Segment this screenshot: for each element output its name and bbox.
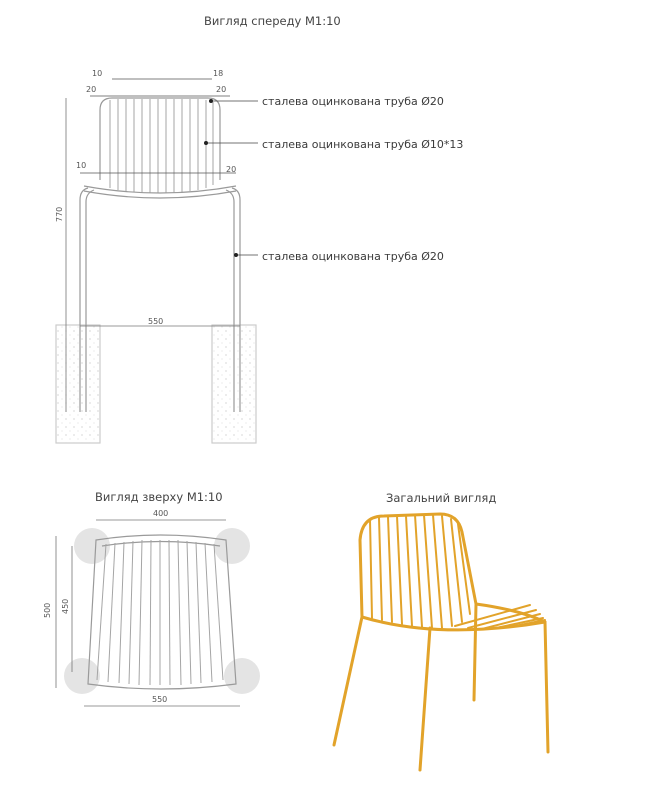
dim-top-right-small: 18 <box>213 69 224 78</box>
top-frame <box>88 535 236 689</box>
top-rods <box>97 540 223 685</box>
chair-leg-front-left <box>334 617 362 745</box>
leader-dot-3 <box>234 253 238 257</box>
seat-curve <box>84 186 236 193</box>
general-view-title: Загальний вигляд <box>386 491 497 505</box>
dim-width: 550 <box>148 317 164 326</box>
callout-top-tube: сталева оцинкована труба Ø20 <box>262 95 444 108</box>
glide-bottom-left <box>64 658 100 694</box>
chair-leg-back-left <box>474 604 476 700</box>
top-view-drawing <box>56 520 260 706</box>
dim-height: 770 <box>55 206 64 222</box>
back-rods <box>110 99 213 193</box>
dim-top-left-small: 10 <box>92 69 103 78</box>
glide-bottom-right <box>224 658 260 694</box>
dim-top-view-depth-outer: 500 <box>43 602 52 618</box>
leader-dot-2 <box>204 141 208 145</box>
front-view-drawing <box>56 79 256 443</box>
dim-top-view-top: 400 <box>153 509 169 518</box>
chair-back-rods <box>370 515 470 628</box>
leader-dot-1 <box>209 99 213 103</box>
callout-leg-tube: сталева оцинкована труба Ø20 <box>262 250 444 263</box>
dim-top-right: 20 <box>216 85 227 94</box>
chair-leg-front-right <box>420 628 430 770</box>
front-view-title: Вигляд спереду М1:10 <box>204 14 341 28</box>
dim-seat-right: 20 <box>226 165 237 174</box>
leader-lines <box>206 101 258 255</box>
top-view-title: Вигляд зверху М1:10 <box>95 490 223 504</box>
chair-leg-back-right <box>545 622 548 752</box>
dim-top-view-bottom: 550 <box>152 695 168 704</box>
left-floor-block <box>56 325 100 443</box>
dim-seat-left: 10 <box>76 161 87 170</box>
callout-rod-tube: сталева оцинкована труба Ø10*13 <box>262 138 464 151</box>
dim-top-left: 20 <box>86 85 97 94</box>
chair-illustration <box>334 514 548 770</box>
dim-top-view-depth-inner: 450 <box>61 598 70 614</box>
